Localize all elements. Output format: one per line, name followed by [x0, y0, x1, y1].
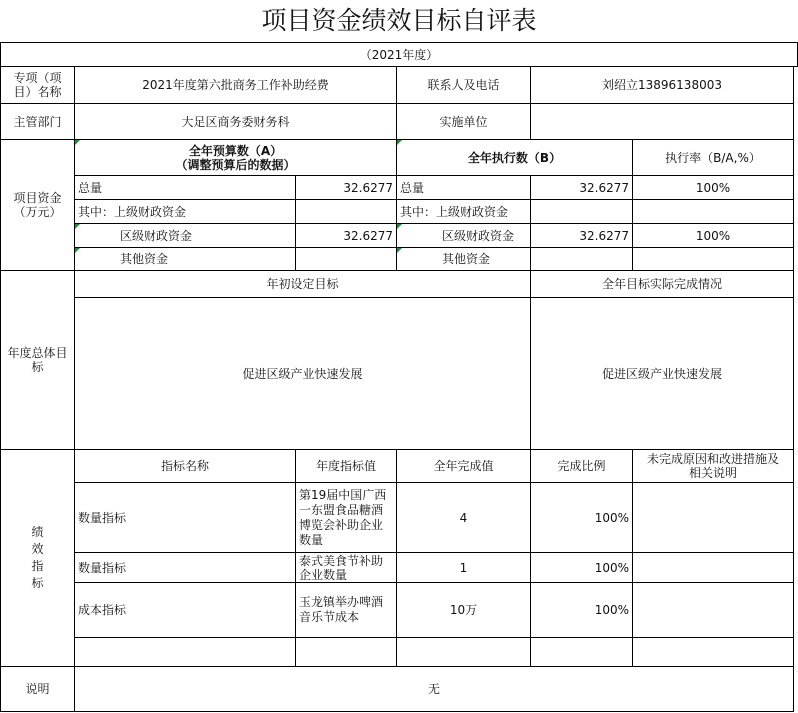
indicator-row-done [397, 638, 531, 667]
actual-goal-text: 促进区级产业快速发展 [531, 298, 794, 450]
fund-row-rate: 100% [633, 176, 794, 200]
fund-row-exec-name: 区级财政资金 [397, 224, 531, 248]
fund-row-budget [296, 200, 397, 224]
indicator-ratio-header: 完成比例 [531, 450, 633, 483]
indicator-target-header: 年度指标值 [296, 450, 397, 483]
indicator-row-ratio [531, 638, 633, 667]
indicator-row-target [296, 638, 397, 667]
indicator-row-reason [633, 553, 794, 583]
fund-row-rate: 100% [633, 224, 794, 248]
fund-row-exec [531, 200, 633, 224]
indicator-row-done: 1 [397, 553, 531, 583]
note-value: 无 [75, 667, 794, 712]
exec-header: 全年执行数（B） [397, 140, 633, 176]
fund-row-exec: 32.6277 [531, 224, 633, 248]
note-label: 说明 [0, 667, 75, 712]
indicator-row-ratio: 100% [531, 483, 633, 553]
initial-goal-text: 促进区级产业快速发展 [75, 298, 531, 450]
indicator-name-header: 指标名称 [75, 450, 296, 483]
project-name: 2021年度第六批商务工作补助经费 [75, 67, 397, 104]
fund-row-name: 其他资金 [75, 248, 296, 271]
fund-row-exec-name: 其中：上级财政资金 [397, 200, 531, 224]
impl-label: 实施单位 [397, 104, 531, 140]
fund-row-exec-name: 总量 [397, 176, 531, 200]
contact-value: 刘绍立13896138003 [531, 67, 794, 104]
budget-header-line2: （调整预算后的数据） [175, 157, 296, 172]
fund-row-budget: 32.6277 [296, 176, 397, 200]
impl-value [531, 104, 794, 140]
fund-row-rate [633, 248, 794, 271]
budget-header-line1: 全年预算数（A） [188, 143, 283, 158]
fund-row-rate [633, 200, 794, 224]
indicator-row-target: 玉龙镇举办啤酒音乐节成本 [296, 583, 397, 638]
indicator-reason-header: 未完成原因和改进措施及相关说明 [633, 450, 794, 483]
actual-goal-header: 全年目标实际完成情况 [531, 271, 794, 298]
sheet-title: 项目资金绩效目标自评表 [261, 6, 537, 35]
indicator-row-name: 数量指标 [75, 553, 296, 583]
indicators-label: 绩 效 指 标 [0, 450, 75, 667]
fund-row-exec-name: 其他资金 [397, 248, 531, 271]
indicator-done-header: 全年完成值 [397, 450, 531, 483]
dept-label: 主管部门 [0, 104, 75, 140]
initial-goal-header: 年初设定目标 [75, 271, 531, 298]
indicator-row-reason [633, 638, 794, 667]
fund-row-name: 其中：上级财政资金 [75, 200, 296, 224]
indicator-row-reason [633, 583, 794, 638]
indicator-row-name: 成本指标 [75, 583, 296, 638]
indicator-row-ratio: 100% [531, 583, 633, 638]
fund-row-budget [296, 248, 397, 271]
fund-row-exec [531, 248, 633, 271]
contact-label: 联系人及电话 [397, 67, 531, 104]
funds-label: 项目资金（万元） [0, 140, 75, 271]
indicator-row-done: 4 [397, 483, 531, 553]
goals-label: 年度总体目标 [0, 271, 75, 450]
budget-header [75, 140, 397, 176]
indicator-row-target: 泰式美食节补助企业数量 [296, 553, 397, 583]
indicator-row-target: 第19届中国广西一东盟食品糖酒博览会补助企业数量 [296, 483, 397, 553]
indicator-row-reason [633, 483, 794, 553]
indicator-row-name [75, 638, 296, 667]
fund-row-name: 区级财政资金 [75, 224, 296, 248]
indicator-row-name: 数量指标 [75, 483, 296, 553]
indicator-row-ratio: 100% [531, 553, 633, 583]
year-label: （2021年度） [0, 42, 798, 67]
project-label: 专项（项目）名称 [0, 67, 75, 104]
dept-value: 大足区商务委财务科 [75, 104, 397, 140]
rate-header: 执行率（B/A,%） [633, 140, 794, 176]
fund-row-name: 总量 [75, 176, 296, 200]
fund-row-budget: 32.6277 [296, 224, 397, 248]
fund-row-exec: 32.6277 [531, 176, 633, 200]
indicator-row-done: 10万 [397, 583, 531, 638]
